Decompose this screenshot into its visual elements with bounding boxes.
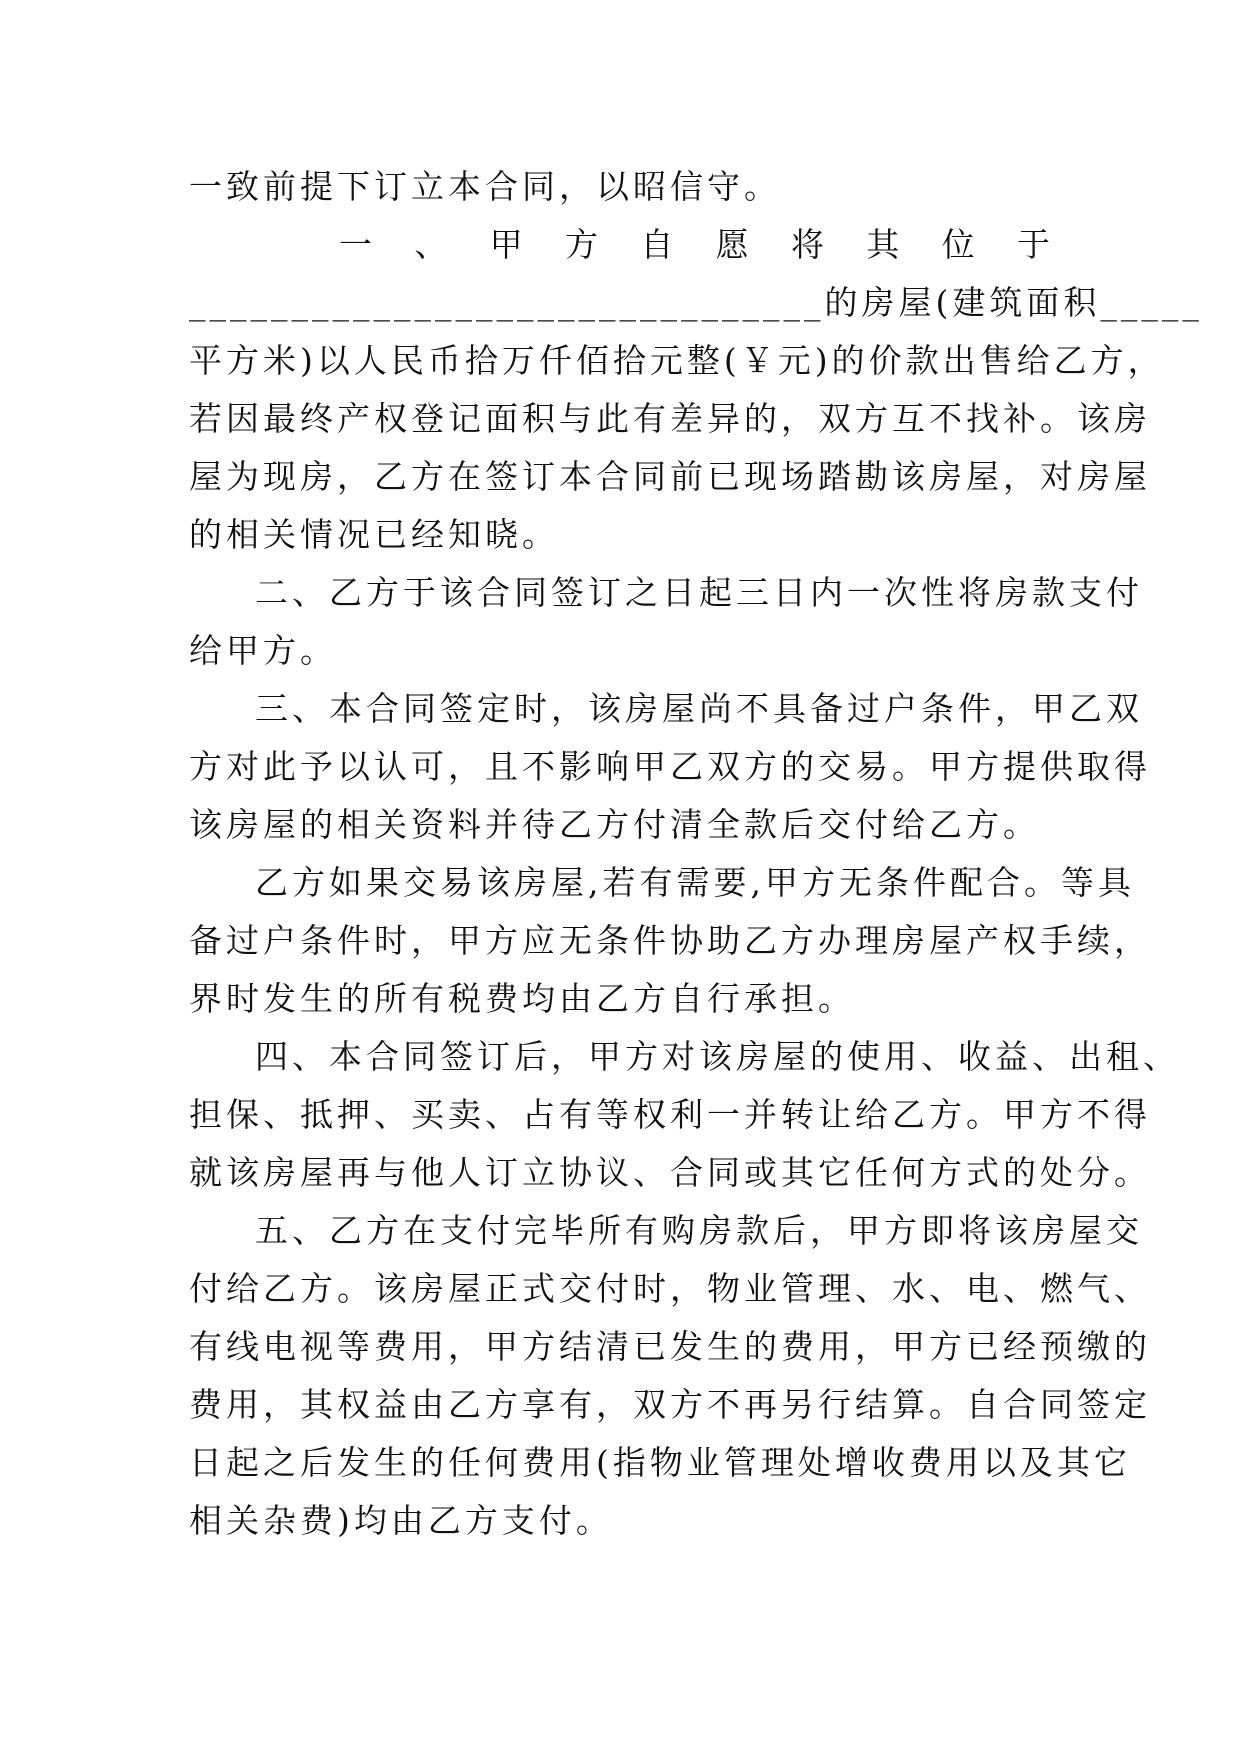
text-line: 就该房屋再与他人订立协议、合同或其它任何方式的处分。: [189, 1153, 1151, 1192]
text-line: 备过户条件时，甲方应无条件协助乙方办理房屋产权手续，: [189, 921, 1151, 960]
text-line: 日起之后发生的任何费用(指物业管理处增收费用以及其它: [189, 1443, 1131, 1482]
text-line: 相关杂费)均由乙方支付。: [189, 1501, 613, 1540]
text-line: 平方米)以人民币拾万仟佰拾元整(￥元)的价款出售给乙方，: [189, 341, 1165, 380]
spread-char: 、: [414, 225, 452, 264]
text-line: 费用，其权益由乙方享有，双方不再另行结算。自合同签定: [189, 1385, 1151, 1424]
spread-char: 甲: [489, 225, 527, 264]
text-line: 三、本合同签定时，该房屋尚不具备过户条件，甲乙双: [255, 689, 1143, 728]
text-line: 乙方如果交易该房屋,若有需要,甲方无条件配合。等具: [255, 863, 1135, 902]
text-line: 给甲方。: [189, 631, 337, 670]
text-line: 四、本合同签订后，甲方对该房屋的使用、收益、出租、: [255, 1037, 1180, 1076]
spread-char: 一: [339, 225, 376, 264]
text-line: 付给乙方。该房屋正式交付时，物业管理、水、电、燃气、: [189, 1269, 1151, 1308]
text-line: 方对此予以认可，且不影响甲乙双方的交易。甲方提供取得: [189, 747, 1151, 786]
text-line: 屋为现房，乙方在签订本合同前已现场踏勘该房屋，对房屋: [189, 457, 1151, 496]
text-line: 界时发生的所有税费均由乙方自行承担。: [189, 979, 855, 1018]
clause-1-heading-line: [189, 216, 1054, 274]
text-line: 有线电视等费用，甲方结清已发生的费用，甲方已经预缴的: [189, 1327, 1151, 1366]
spread-char: 愿: [715, 225, 753, 264]
text-line: 若因最终产权登记面积与此有差异的，双方互不找补。该房: [189, 399, 1151, 438]
text-line: 该房屋的相关资料并待乙方付清全款后交付给乙方。: [189, 805, 1040, 844]
text-line: 二、乙方于该合同签订之日起三日内一次性将房款支付: [255, 573, 1143, 612]
spread-char: 自: [640, 225, 678, 264]
spread-char: 方: [564, 225, 602, 264]
contract-body: [189, 158, 1203, 1550]
spread-char: 其: [866, 225, 904, 264]
text-line: 五、乙方在支付完毕所有购房款后，甲方即将该房屋交: [255, 1211, 1143, 1250]
text-line: _______________________________的房屋(建筑面积_____: [189, 283, 1203, 322]
spread-char: 位: [941, 225, 979, 264]
text-line: 的相关情况已经知晓。: [189, 515, 559, 554]
spread-char: 于: [1016, 225, 1054, 264]
spread-char: 将: [790, 225, 828, 264]
text-line: 担保、抵押、买卖、占有等权利一并转让给乙方。甲方不得: [189, 1095, 1151, 1134]
text-line: 一致前提下订立本合同，以昭信守。: [189, 167, 781, 206]
